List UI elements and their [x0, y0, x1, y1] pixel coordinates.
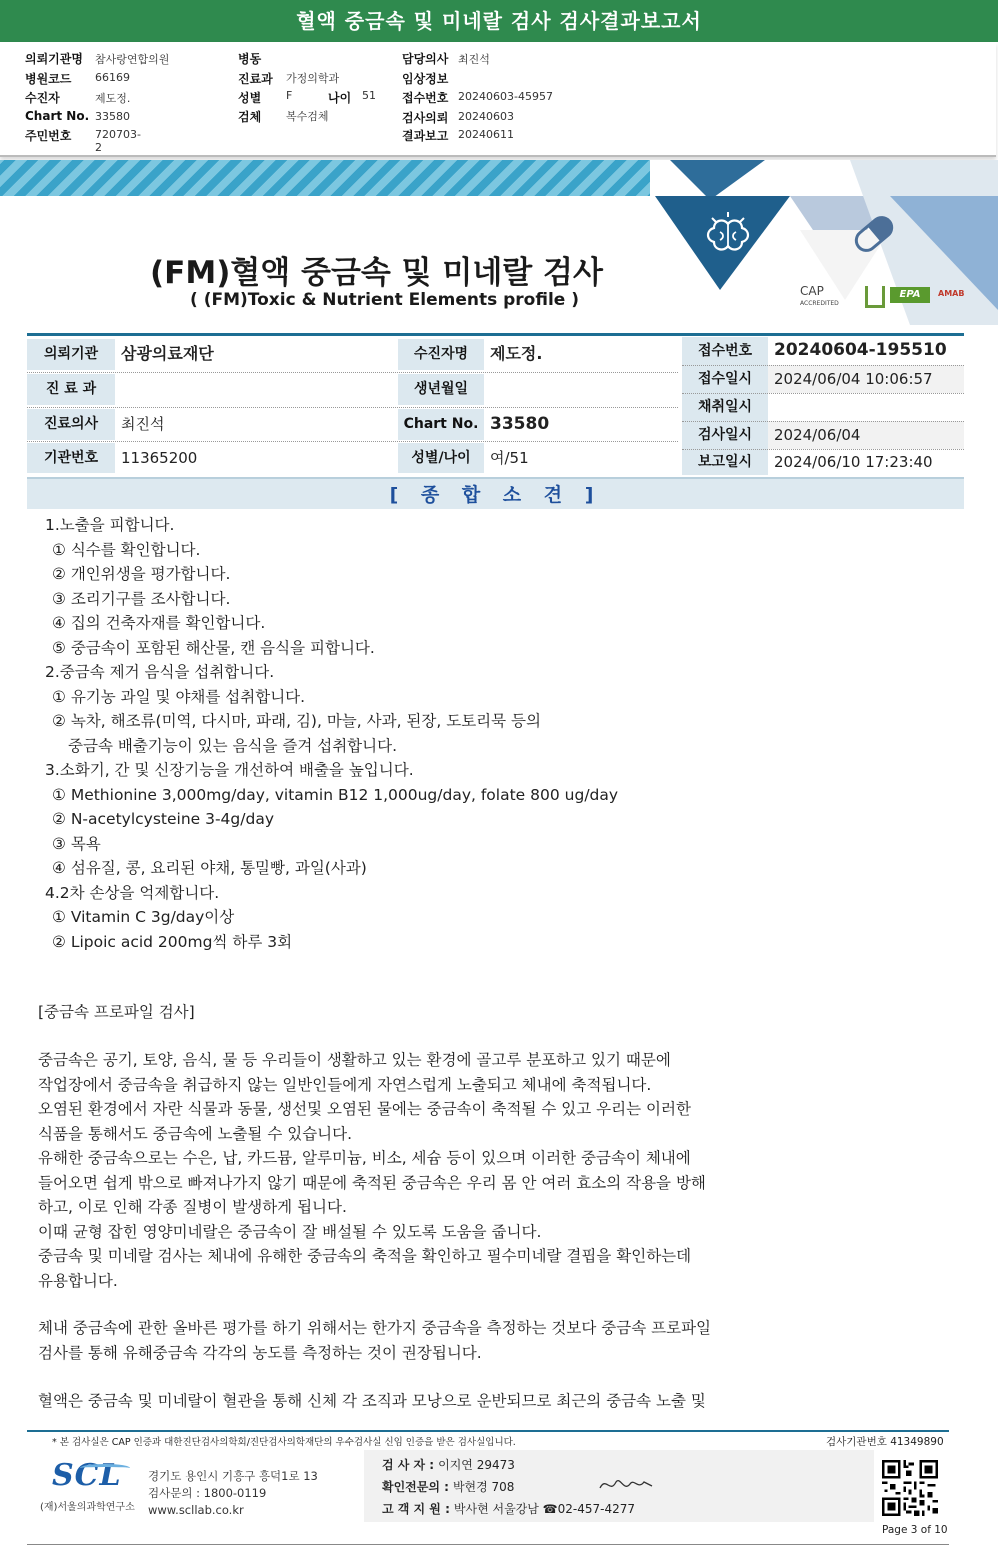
patient-value: 제도정. — [490, 344, 543, 363]
paragraph-blood — [38, 1389, 958, 1414]
summary-line: 2.중금속 제거 음식을 섭취합니다. — [45, 663, 275, 681]
field-value: 제도정. — [95, 92, 131, 105]
field-value: 복수검체 — [286, 110, 329, 123]
field-label: 진료과 — [238, 72, 273, 86]
field-value: 20240611 — [458, 128, 514, 141]
summary-line: ④ 섬유질, 콩, 요리된 야채, 통밀빵, 과일(사과) — [52, 859, 367, 877]
footer-note: * 본 검사실은 CAP 인증과 대한진단검사의학회/진단검사의학재단의 우수검사실 신임 인증을 받은 검사실입니다. — [52, 1437, 516, 1448]
section-heading-text: [중금속 프로파일 검사] — [38, 1003, 195, 1021]
summary-line: ① 식수를 확인합니다. — [52, 540, 201, 559]
dept-label: 진 료 과 — [27, 374, 115, 405]
staff-support — [382, 1500, 635, 1517]
top-info-row — [402, 109, 514, 126]
staff-value: 박현경 708 — [452, 1480, 515, 1494]
field-label: 병동 — [238, 52, 262, 66]
cap-logo-subtext: ACCREDITED — [800, 300, 839, 307]
field-value: 최진석 — [458, 53, 490, 66]
top-info-row — [402, 50, 490, 67]
field-label: 접수번호 — [402, 91, 449, 105]
top-info-row — [238, 89, 293, 106]
cap-logo-text: CAP — [800, 284, 824, 298]
birth-value — [484, 374, 678, 405]
row-divider — [682, 393, 964, 394]
top-info-row — [402, 89, 553, 106]
footer-lab-code: 검사기관번호 41349890 — [826, 1436, 944, 1448]
staff-value: 박사현 서울강남 ☎02-457-4277 — [453, 1502, 635, 1516]
top-info-row — [238, 108, 329, 125]
doctor-value: 최진석 — [121, 415, 165, 433]
chart-value: 33580 — [490, 414, 550, 434]
cap-logo — [800, 286, 839, 309]
summary-line: ④ 집의 건축자재를 확인합니다. — [52, 614, 266, 632]
field-label: 성별 — [238, 91, 262, 105]
field-value: 20240603-45957 — [458, 90, 553, 103]
paragraph-intro — [38, 1048, 958, 1293]
patient-label: 수진자명 — [398, 339, 484, 370]
summary-line: 3.소화기, 간 및 신장기능을 개선하여 배출을 높입니다. — [45, 761, 414, 779]
paragraph-line: 작업장에서 중금속을 취급하지 않는 일반인들에게 자연스럽게 노출되고 체내에 축적됩니다. — [38, 1075, 652, 1094]
paragraph-line: 식품을 통해서도 중금속에 노출될 수 있습니다. — [38, 1124, 353, 1143]
summary-line: ② 개인위생을 평가합니다. — [52, 565, 231, 583]
staff-tester — [382, 1456, 515, 1473]
footer-address — [148, 1468, 318, 1519]
paragraph-line: 들어오면 쉽게 밖으로 빠져나가지 않기 때문에 축적된 중금속은 우리 몸 안 여러 효소의 작용을 방해 — [38, 1173, 706, 1192]
top-info-row — [25, 50, 170, 67]
top-info-row — [25, 70, 130, 87]
report-subtitle: ( (FM)Toxic & Nutrient Elements profile ) — [190, 290, 580, 310]
paragraph-line: 혈액은 중금속 및 미네랄이 혈관을 통해 신체 각 조직과 모낭으로 운반되므로 최근의 중금속 노출 및 — [38, 1392, 706, 1410]
field-label: 수진자 — [25, 91, 60, 105]
report-date-label: 보고일시 — [682, 449, 768, 475]
epa-logo: EPA — [890, 287, 930, 303]
field-value: 66169 — [95, 71, 130, 84]
field-label: Chart No. — [25, 109, 90, 123]
summary-line: ⑤ 중금속이 포함된 해산물, 캔 음식을 피합니다. — [52, 638, 375, 657]
recv-date-label: 접수일시 — [682, 365, 768, 393]
staff-label: 확인전문의 : — [382, 1480, 449, 1494]
sexage-label: 성별/나이 — [398, 443, 484, 473]
staff-label: 검 사 자 : — [382, 1458, 435, 1472]
capsule-icon — [848, 208, 900, 260]
top-info-row — [25, 127, 141, 154]
top-info-row — [328, 89, 376, 106]
report-date-value: 2024/06/10 17:23:40 — [774, 453, 933, 471]
summary-list — [38, 513, 958, 954]
field-value: 51 — [362, 89, 376, 102]
summary-line: ③ 조리기구를 조사합니다. — [52, 589, 231, 608]
field-label: 주민번호 — [25, 129, 72, 143]
brain-icon — [702, 212, 754, 258]
recv-date-value: 2024/06/04 10:06:57 — [768, 365, 964, 393]
summary-line: ② 녹차, 해조류(미역, 다시마, 파래, 김), 마늘, 사과, 된장, 도토리묵 등의 — [52, 712, 542, 730]
bottom-divider — [27, 1544, 949, 1545]
inst-value: 11365200 — [121, 449, 198, 467]
summary-line: 중금속 배출기능이 있는 음식을 즐겨 섭취합니다. — [68, 736, 398, 755]
field-value: 720703-2 — [95, 128, 141, 154]
qr-code — [882, 1460, 938, 1516]
field-value: 33580 — [95, 110, 130, 123]
phone-line: 검사문의 : 1800-0119 — [148, 1486, 267, 1500]
row-divider — [27, 372, 678, 373]
scl-logo-text: SCL — [52, 1458, 122, 1493]
field-value: 참사랑연합의원 — [95, 53, 170, 66]
staff-label: 고 객 지 원 : — [382, 1502, 450, 1516]
summary-line: ② Lipoic acid 200mg씩 하루 3회 — [52, 932, 293, 951]
amab-logo: AMAB — [938, 289, 965, 298]
row-divider — [682, 449, 964, 450]
footer-divider — [27, 1430, 949, 1432]
report-banner: 혈액 중금속 및 미네랄 검사 검사결과보고서 — [0, 0, 998, 42]
paragraph-line: 중금속 및 미네랄 검사는 체내에 유해한 중금속의 축적을 확인하고 필수미네랄 결핍을 확인하는데 — [38, 1247, 692, 1265]
collect-value — [768, 393, 964, 421]
row-divider — [682, 421, 964, 422]
top-info-panel — [0, 42, 996, 157]
paragraph-line: 오염된 환경에서 자란 식물과 동물, 생선및 오염된 물에는 중금속이 축적될 수 있고 우리는 이러한 — [38, 1100, 691, 1118]
summary-line: ① 유기농 과일 및 야채를 섭취합니다. — [52, 687, 306, 706]
staff-box — [364, 1450, 874, 1522]
section-heading — [38, 1000, 958, 1025]
scl-logo-subtitle: (재)서울의과학연구소 — [40, 1502, 135, 1513]
top-info-row — [238, 70, 340, 87]
summary-line: 1.노출을 피합니다. — [45, 516, 175, 534]
paragraph-line: 체내 중금속에 관한 올바른 평가를 하기 위해서는 한가지 중금속을 측정하는 것보다 중금속 프로파일 — [38, 1319, 712, 1337]
summary-line: ② N-acetylcysteine 3-4g/day — [52, 810, 274, 828]
chart-label: Chart No. — [398, 409, 484, 440]
lm-logo-icon — [865, 286, 885, 308]
paragraph-line: 하고, 이로 인해 각종 질병이 발생하게 됩니다. — [38, 1198, 347, 1216]
page-number: Page 3 of 10 — [882, 1524, 948, 1536]
paragraph-line: 검사를 통해 유해중금속 각각의 농도를 측정하는 것이 권장됩니다. — [38, 1343, 482, 1362]
field-label: 검사의뢰 — [402, 111, 449, 125]
row-divider — [27, 407, 678, 408]
sexage-value: 여/51 — [490, 449, 529, 467]
field-label: 검체 — [238, 110, 262, 124]
field-label: 결과보고 — [402, 129, 449, 143]
recv-no-label: 접수번호 — [682, 337, 768, 365]
inst-label: 기관번호 — [27, 443, 115, 473]
staff-value: 이지연 29473 — [438, 1458, 515, 1472]
test-date-value: 2024/06/04 — [768, 421, 964, 449]
table-top-border — [27, 333, 964, 336]
scl-logo — [40, 1458, 135, 1513]
recv-no-value: 20240604-195510 — [774, 340, 947, 360]
summary-line: ① Vitamin C 3g/day이상 — [52, 908, 235, 926]
summary-heading: [ 종 합 소 견 ] — [27, 477, 964, 509]
signature — [596, 1474, 656, 1496]
paragraph-recommend — [38, 1316, 958, 1365]
row-divider — [27, 441, 678, 442]
field-value: 가정의학과 — [286, 72, 340, 85]
birth-label: 생년월일 — [398, 374, 484, 405]
top-info-row — [402, 70, 448, 87]
paragraph-line: 이때 균형 잡힌 영양미네랄은 중금속이 잘 배설될 수 있도록 도움을 줍니다. — [38, 1222, 542, 1241]
doctor-label: 진료의사 — [27, 409, 115, 440]
staff-specialist — [382, 1478, 514, 1495]
top-info-row — [25, 89, 131, 106]
field-label: 임상정보 — [402, 72, 449, 86]
field-label: 나이 — [328, 91, 352, 105]
field-label: 담당의사 — [402, 52, 449, 66]
org-value: 삼광의료재단 — [121, 344, 214, 363]
top-info-row — [238, 50, 261, 67]
scl-logo-swoosh — [80, 1464, 130, 1472]
summary-line: ③ 목욕 — [52, 834, 101, 853]
row-divider — [682, 365, 964, 366]
summary-line: ① Methionine 3,000mg/day, vitamin B12 1,000ug/day, folate 800 ug/day — [52, 785, 619, 804]
paragraph-line: 유용합니다. — [38, 1271, 118, 1290]
field-label: 의뢰기관명 — [25, 52, 83, 66]
test-date-label: 검사일시 — [682, 421, 768, 449]
website-link[interactable]: www.scllab.co.kr — [148, 1503, 244, 1517]
collect-label: 채취일시 — [682, 393, 768, 421]
paragraph-line: 유해한 중금속으로는 수은, 납, 카드뮴, 알루미늄, 비소, 세슘 등이 있으며 이러한 중금속이 체내에 — [38, 1149, 691, 1167]
field-value: F — [286, 89, 293, 102]
paragraph-line: 중금속은 공기, 토양, 음식, 물 등 우리들이 생활하고 있는 환경에 골고루 분포하고 있기 때문에 — [38, 1051, 671, 1069]
org-label: 의뢰기관 — [27, 339, 115, 370]
field-value: 20240603 — [458, 110, 514, 123]
field-label: 병원코드 — [25, 72, 72, 86]
address-line: 경기도 용인시 기흥구 흥덕1로 13 — [148, 1469, 318, 1483]
top-info-row — [402, 127, 514, 144]
dept-value — [115, 374, 398, 405]
summary-line: 4.2차 손상을 억제합니다. — [45, 883, 220, 902]
top-info-row — [25, 109, 130, 123]
report-title: (FM)혈액 중금속 및 미네랄 검사 — [150, 255, 603, 291]
